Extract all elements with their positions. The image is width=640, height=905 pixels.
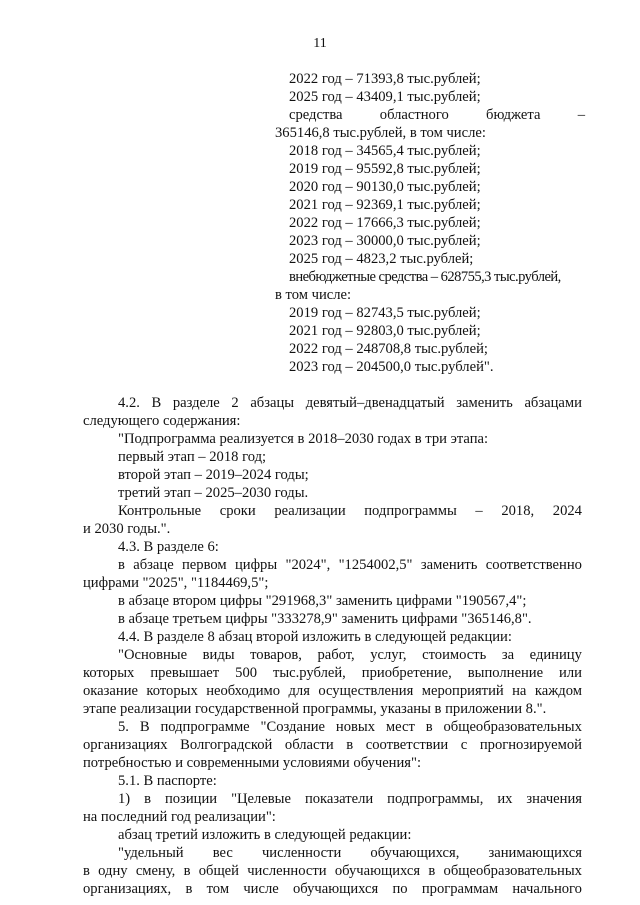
word: начального [512, 881, 582, 897]
word: занимающихся [488, 845, 582, 861]
word: 2024 [552, 503, 582, 519]
section-4-4-title: 4.4. В разделе 8 абзац второй изложить в следующей редакции: [118, 629, 512, 645]
word: разделе [172, 395, 220, 411]
word: Контрольные [118, 503, 202, 519]
budget-line: 2021 год – 92803,0 тыс.рублей; [289, 323, 481, 339]
extrabudget-cont: в том числе: [275, 287, 352, 303]
word: смену, [135, 863, 176, 879]
word: "Целевые [231, 791, 291, 807]
word: абзацами [524, 395, 582, 411]
word: в [346, 737, 354, 753]
regional-budget-line [289, 106, 585, 124]
word: новых [335, 719, 376, 735]
word: мероприятий [421, 683, 504, 699]
stage-line: второй этап – 2019–2024 годы; [118, 467, 309, 483]
section-4-3-p3: в абзаце третьем цифры "333278,9" заменить цифрами "365146,8". [118, 611, 532, 627]
control-line [118, 502, 582, 520]
word: по [392, 881, 408, 897]
word: обучающихся [292, 881, 379, 897]
word: единицу [529, 647, 582, 663]
word: или [559, 665, 582, 681]
item-1-line [118, 790, 582, 808]
quote-line [83, 862, 582, 880]
word: численности [247, 863, 327, 879]
section-4-4-line [118, 646, 582, 664]
word: абзаце [133, 557, 174, 573]
word: прогнозируемой [479, 737, 582, 753]
word: в [144, 791, 152, 807]
word: показатели [304, 791, 374, 807]
word: – [577, 107, 585, 123]
section-4-2-line [118, 394, 582, 412]
section-5-line: потребностью и современными условиями обучения": [83, 755, 422, 771]
word: в [118, 557, 125, 573]
budget-line: 2021 год – 92369,1 тыс.рублей; [289, 197, 481, 213]
section-4-3-p2: в абзаце втором цифры "291968,3" заменить цифрами "190567,4"; [118, 593, 527, 609]
word: 4.2. [118, 395, 140, 411]
word: вес [212, 845, 233, 861]
budget-line: 2025 год – 43409,1 тыс.рублей; [289, 89, 481, 105]
word: 2018, [501, 503, 535, 519]
section-4-3-title: 4.3. В разделе 6: [118, 539, 219, 555]
word: Волгоградской [180, 737, 273, 753]
word: "2024", [285, 557, 331, 573]
section-5-line [83, 736, 582, 754]
word: их [497, 791, 513, 807]
word: 5. [118, 719, 129, 735]
word: В [151, 395, 162, 411]
word: в [428, 863, 436, 879]
budget-line: 2020 год – 90130,0 тыс.рублей; [289, 179, 481, 195]
word: позиции [164, 791, 218, 807]
extrabudget-line: внебюджетные средства – 628755,3 тыс.рублей, [289, 269, 561, 285]
section-5-1-title: 5.1. В паспорте: [118, 773, 217, 789]
word: которых [83, 665, 135, 681]
word: необходимо [206, 683, 281, 699]
word: обучающихся [334, 863, 421, 879]
word: виды [202, 647, 235, 663]
budget-line: 2019 год – 95592,8 тыс.рублей; [289, 161, 481, 177]
word: – [475, 503, 483, 519]
word: "Основные [118, 647, 188, 663]
word: в [83, 863, 90, 879]
regional-budget-total: 365146,8 тыс.рублей, в том числе: [275, 125, 486, 141]
word: обучающихся, [370, 845, 460, 861]
budget-line: 2019 год – 82743,5 тыс.рублей; [289, 305, 481, 321]
section-4-3-p1-cont: цифрами "2025", "1184469,5"; [83, 575, 269, 591]
word: в [183, 863, 191, 879]
word: каждом [534, 683, 582, 699]
word: работ, [317, 647, 355, 663]
word: приобретение, [361, 665, 452, 681]
control-cont: и 2030 годы.". [83, 521, 171, 537]
word: общеобразовательных [443, 719, 582, 735]
page-number: 11 [313, 36, 327, 51]
word: тыс.рублей, [273, 665, 346, 681]
quote-line [83, 880, 582, 898]
word: области [284, 737, 334, 753]
word: 2 [231, 395, 239, 411]
word: общеобразовательных [443, 863, 582, 879]
budget-line: 2022 год – 248708,8 тыс.рублей; [289, 341, 488, 357]
word: бюджета [486, 107, 541, 123]
word: средства [289, 107, 343, 123]
word: для [288, 683, 310, 699]
word: услуг, [370, 647, 407, 663]
word: девятый–двенадцатый [305, 395, 445, 411]
word: "удельный [118, 845, 184, 861]
word: с [460, 737, 468, 753]
word: на [512, 683, 527, 699]
word: стоимость [422, 647, 487, 663]
word: заменить [420, 557, 478, 573]
word: которых [146, 683, 198, 699]
word: программам [421, 881, 499, 897]
budget-line: 2023 год – 30000,0 тыс.рублей; [289, 233, 481, 249]
word: подпрограмме [160, 719, 250, 735]
word: "1254002,5" [338, 557, 413, 573]
word: товаров, [250, 647, 302, 663]
budget-line: 2018 год – 34565,4 тыс.рублей; [289, 143, 481, 159]
item-1-cont: на последний год реализации": [83, 809, 276, 825]
word: областного [379, 107, 449, 123]
word: первом [182, 557, 227, 573]
section-5-line [118, 718, 582, 736]
word: общей [198, 863, 239, 879]
word: "Создание [260, 719, 326, 735]
word: численности [261, 845, 342, 861]
word: абзацы [250, 395, 295, 411]
quote-line [118, 844, 582, 862]
word: заменить [456, 395, 513, 411]
word: организациях, [83, 881, 172, 897]
word: соответствии [365, 737, 449, 753]
budget-line: 2022 год – 17666,3 тыс.рублей; [289, 215, 481, 231]
budget-line: 2023 год – 204500,0 тыс.рублей". [289, 359, 494, 375]
word: одну [98, 863, 128, 879]
word: осуществления [318, 683, 414, 699]
word: превышает [150, 665, 220, 681]
word: соответственно [485, 557, 582, 573]
word: сроки [219, 503, 256, 519]
word: организациях [83, 737, 168, 753]
section-4-2-cont: следующего содержания: [83, 413, 241, 429]
word: подпрограммы, [387, 791, 484, 807]
section-4-4-line [83, 682, 582, 700]
word: выполнение [467, 665, 544, 681]
word: цифры [234, 557, 278, 573]
quote-line: "Подпрограмма реализуется в 2018–2030 годах в три этапа: [118, 431, 489, 447]
word: подпрограммы [364, 503, 457, 519]
budget-line: 2022 год – 71393,8 тыс.рублей; [289, 71, 481, 87]
word: оказание [83, 683, 138, 699]
word: В [139, 719, 150, 735]
word: том [206, 881, 230, 897]
section-4-4-line [83, 664, 582, 682]
budget-line: 2025 год – 4823,2 тыс.рублей; [289, 251, 474, 267]
section-4-4-line: этапе реализации государственной программы, указаны в приложении 8.". [83, 701, 547, 717]
word: числе [243, 881, 279, 897]
stage-line: первый этап – 2018 год; [118, 449, 267, 465]
word: за [501, 647, 515, 663]
word: в [185, 881, 193, 897]
stage-line: третий этап – 2025–2030 годы. [118, 485, 309, 501]
word: в [425, 719, 433, 735]
word: 1) [118, 791, 131, 807]
para-3-line: абзац третий изложить в следующей редакции: [118, 827, 412, 843]
word: мест [385, 719, 415, 735]
word: реализации [274, 503, 346, 519]
word: значения [526, 791, 582, 807]
word: 500 [235, 665, 258, 681]
section-4-3-p1 [118, 556, 582, 574]
